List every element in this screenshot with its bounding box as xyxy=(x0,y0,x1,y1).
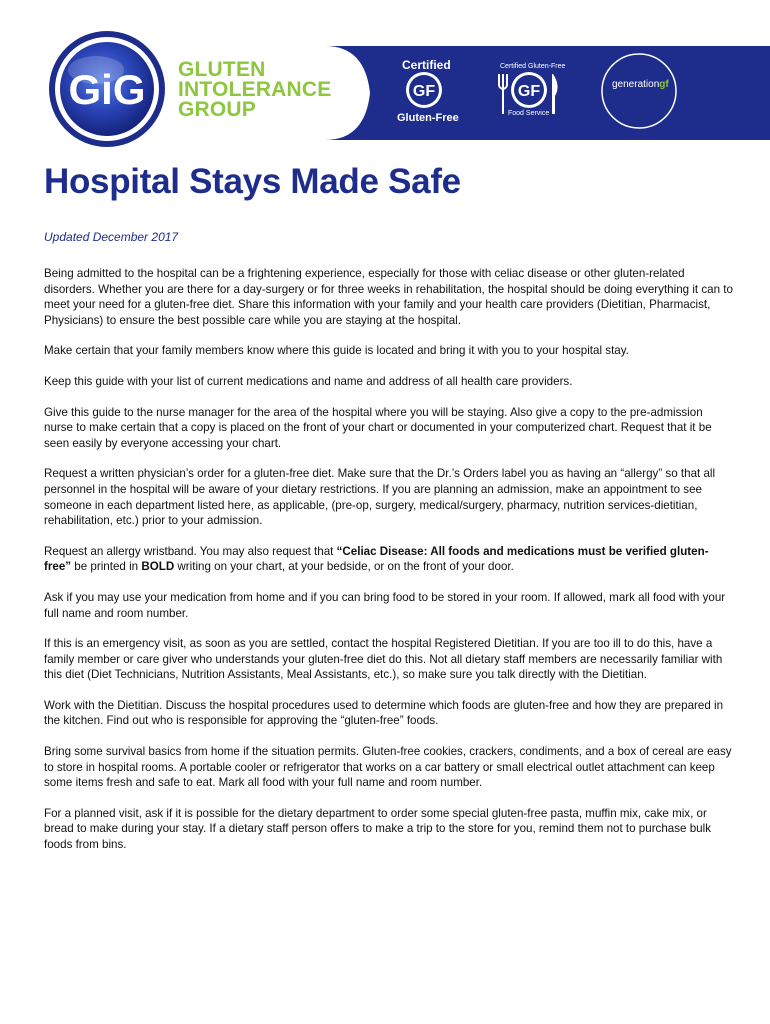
org-name xyxy=(178,60,332,120)
body-paragraph: Request a written physician’s order for a gluten-free diet. Make sure that the Dr.’s Orders label you as having an “allergy” so that all personnel in the hospital will be aware of your dietary restrictions. If you are planning an admission, make an appointment to see someone in each department listed here, as applicable, (pre-op, surgery, medical/surgery, pharmacy, nutrition services-dietitian, rehabilitation, etc.) prior to your admission. xyxy=(44,467,716,528)
body-paragraph: For a planned visit, ask if it is possible for the dietary department to order some special gluten-free pasta, muffin mix, cake mix, or bread to make during your stay. If a dietary staff person offers to make a trip to the store for you, remind them not to purchase bulk foods from bins. xyxy=(44,806,711,852)
body-paragraph: Give this guide to the nurse manager for the area of the hospital where you will be staying. Also give a copy to the pre-admission nurse to make certain that a copy is placed on the front of your chart or documented in your computerized chart. Request that it be seen easily by everyone accessing your chart. xyxy=(44,405,712,450)
badge-certified-label: Certified xyxy=(402,58,451,72)
svg-text:GF: GF xyxy=(517,83,541,100)
wristband-paragraph: Request an allergy wristband. You may also request that “Celiac Disease: All foods and medications must be verified gluten-free” be printed in BOLD writing on your chart, at your bedside, or on the front of your door. xyxy=(44,544,709,574)
page-title: Hospital Stays Made Safe xyxy=(44,162,461,201)
bold-word: BOLD xyxy=(141,560,175,574)
body-paragraph: Being admitted to the hospital can be a frightening experience, especially for those with celiac disease or other gluten-related disorders. Whether you are there for a day-surgery or for three weeks in rehabilitation, the hospital should be doing everything it can to meet your need for a gluten-free diet. Share this information with your family and your health care providers (Dietitian, Pharmacist, Physicians) to ensure the best possible care while you are staying at the hospital. xyxy=(44,267,733,327)
wristband-quote: “Celiac Disease: All foods and medications must be verified gluten-free” xyxy=(44,544,709,574)
updated-date: Updated December 2017 xyxy=(44,230,179,244)
badge-gluten-free-label: Gluten-Free xyxy=(397,112,459,124)
gig-logo-initials: GiG xyxy=(68,66,146,113)
banner-graphic xyxy=(0,0,770,150)
generation-gf-logo-text: generationgf xyxy=(612,79,669,90)
body-paragraph: Keep this guide with your list of current medications and name and address of all health care providers. xyxy=(44,374,573,388)
org-name-line: GLUTEN xyxy=(178,58,266,81)
document-body xyxy=(44,266,734,868)
badge-food-service-label: Food Service xyxy=(508,110,550,117)
org-name-line: INTOLERANCE xyxy=(178,78,332,101)
svg-text:GF: GF xyxy=(412,83,436,100)
org-name-line: GROUP xyxy=(178,98,257,121)
badge-food-service-top-label: Certified Gluten-Free xyxy=(500,63,566,70)
body-paragraph: Make certain that your family members know where this guide is located and bring it with you to your hospital stay. xyxy=(44,344,629,358)
body-paragraph: Bring some survival basics from home if the situation permits. Gluten-free cookies, crackers, condiments, and a box of cereal are easy to store in hospital rooms. A portable cooler or refrigerator that works on a car battery or small electrical outlet attachment can keep some items fresh and safe to eat. Mark all food with your full name and room number. xyxy=(44,745,732,790)
body-paragraph: If this is an emergency visit, as soon as you are settled, contact the hospital Registered Dietitian. If you are too ill to do this, have a family member or care giver who understands your gluten-free diet do this. Not all dietary staff members are necessarily familiar with this diet (Diet Technicians, Nutrition Assistants, Meal Assistants, etc.), so make sure you talk directly with the Dietitian. xyxy=(44,637,723,682)
header-banner xyxy=(0,0,770,150)
body-paragraph: Ask if you may use your medication from home and if you can bring food to be stored in your room. If allowed, mark all food with your full name and room number. xyxy=(44,590,726,620)
body-paragraph: Work with the Dietitian. Discuss the hospital procedures used to determine which foods are gluten-free and how they are prepared in the kitchen. Find out who is responsible for approving the “gluten-free” foods. xyxy=(44,698,724,728)
